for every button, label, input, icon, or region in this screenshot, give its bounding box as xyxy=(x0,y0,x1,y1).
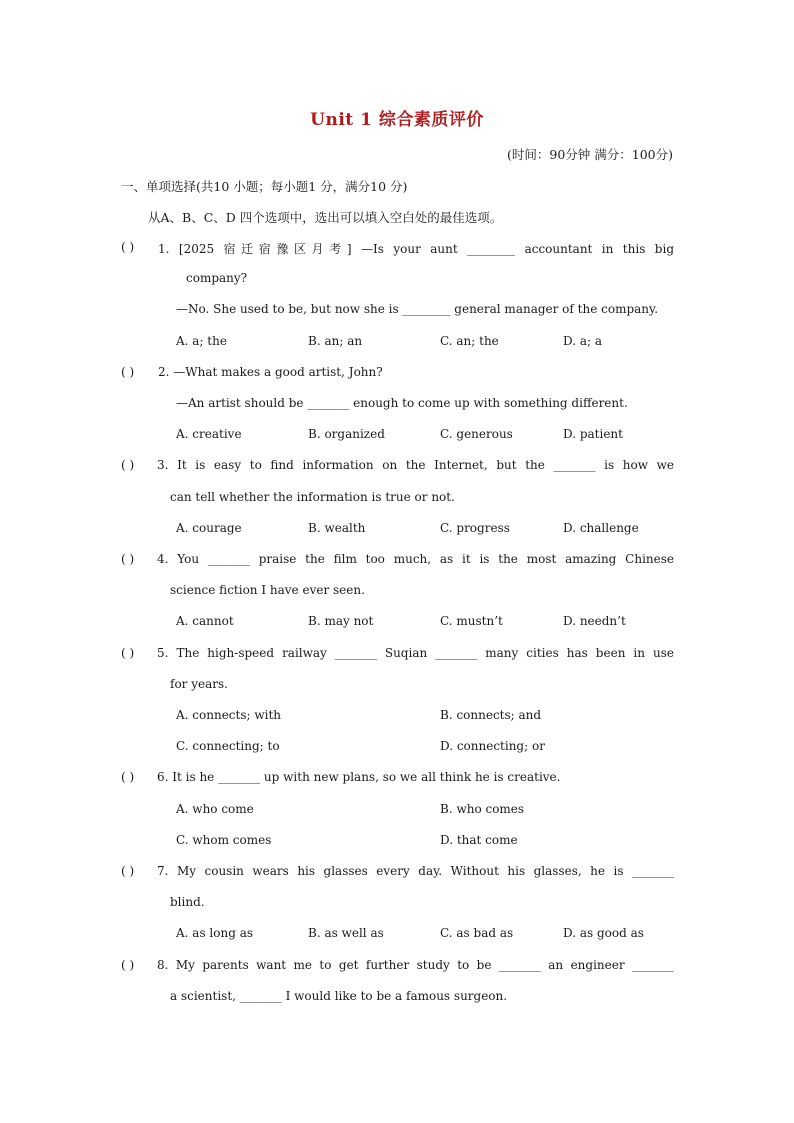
answer-blank[interactable]: ( ) xyxy=(121,240,135,254)
question-4-option-d[interactable]: D. needn’t xyxy=(563,614,626,628)
answer-blank[interactable]: ( ) xyxy=(121,958,135,972)
question-2-option-a[interactable]: A. creative xyxy=(176,427,242,441)
question-5-option-a[interactable]: A. connects; with xyxy=(176,708,282,722)
answer-blank[interactable]: ( ) xyxy=(121,458,135,472)
question-1-option-c[interactable]: C. an; the xyxy=(440,334,499,348)
time-score-note: (时间：90分钟 满分：100分) xyxy=(507,147,673,162)
question-3-option-b[interactable]: B. wealth xyxy=(308,521,366,535)
question-7-option-d[interactable]: D. as good as xyxy=(563,926,644,940)
answer-blank[interactable]: ( ) xyxy=(121,646,135,660)
question-1-option-a[interactable]: A. a; the xyxy=(176,334,227,348)
question-5-text: 5. The high-speed railway _______ Suqian _______ many cities has been in use xyxy=(157,646,674,660)
question-1-option-b[interactable]: B. an; an xyxy=(308,334,363,348)
answer-blank[interactable]: ( ) xyxy=(121,552,135,566)
question-6-option-b[interactable]: B. who comes xyxy=(440,802,525,816)
question-7-option-a[interactable]: A. as long as xyxy=(176,926,254,940)
question-8-line-2: a scientist, _______ I would like to be a famous surgeon. xyxy=(170,989,508,1003)
question-7-text: 7. My cousin wears his glasses every day. Without his glasses, he is _______ xyxy=(157,864,674,878)
section-heading: 一、单项选择(共10 小题；每小题1 分，满分10 分) xyxy=(121,179,408,194)
question-5-option-b[interactable]: B. connects; and xyxy=(440,708,542,722)
question-2-option-c[interactable]: C. generous xyxy=(440,427,513,441)
question-3-option-d[interactable]: D. challenge xyxy=(563,521,639,535)
question-3-line-2: can tell whether the information is true or not. xyxy=(170,490,455,504)
question-4-line-2: science fiction I have ever seen. xyxy=(170,583,365,597)
question-2-text: 2. —What makes a good artist, John? xyxy=(158,365,383,379)
section-instruction: 从A、B、C、D 四个选项中，选出可以填入空白处的最佳选项。 xyxy=(148,210,503,225)
question-5-line-2: for years. xyxy=(170,677,228,691)
question-4-option-c[interactable]: C. mustn’t xyxy=(440,614,503,628)
question-8-text: 8. My parents want me to get further study to be _______ an engineer _______ xyxy=(157,958,674,972)
question-4-option-b[interactable]: B. may not xyxy=(308,614,374,628)
question-7-option-c[interactable]: C. as bad as xyxy=(440,926,514,940)
question-1-option-d[interactable]: D. a; a xyxy=(563,334,602,348)
question-2-option-d[interactable]: D. patient xyxy=(563,427,623,441)
answer-blank[interactable]: ( ) xyxy=(121,864,135,878)
question-6-option-c[interactable]: C. whom comes xyxy=(176,833,272,847)
question-1-line-3: —No. She used to be, but now she is ________ general manager of the company. xyxy=(176,302,659,316)
question-6-option-a[interactable]: A. who come xyxy=(176,802,254,816)
question-5-option-d[interactable]: D. connecting; or xyxy=(440,739,545,753)
question-3-option-c[interactable]: C. progress xyxy=(440,521,510,535)
question-3-option-a[interactable]: A. courage xyxy=(176,521,242,535)
question-3-text: 3. It is easy to find information on the Internet, but the _______ is how we xyxy=(157,458,674,472)
question-1-line-2: company? xyxy=(186,271,248,285)
answer-blank[interactable]: ( ) xyxy=(121,365,135,379)
question-7-line-2: blind. xyxy=(170,895,205,909)
question-4-text: 4. You _______ praise the film too much, as it is the most amazing Chinese xyxy=(157,552,674,566)
question-5-option-c[interactable]: C. connecting; to xyxy=(176,739,280,753)
question-2-option-b[interactable]: B. organized xyxy=(308,427,385,441)
question-6-text: 6. It is he _______ up with new plans, so we all think he is creative. xyxy=(157,770,561,784)
question-6-option-d[interactable]: D. that come xyxy=(440,833,518,847)
question-1-text: 1. [2025 宿迁宿豫区月考] —Is your aunt ________ accountant in this big xyxy=(158,242,674,256)
page-title: Unit 1 综合素质评价 xyxy=(310,110,484,130)
question-4-option-a[interactable]: A. cannot xyxy=(176,614,234,628)
question-2-line-2: —An artist should be _______ enough to come up with something different. xyxy=(176,396,628,410)
question-7-option-b[interactable]: B. as well as xyxy=(308,926,384,940)
answer-blank[interactable]: ( ) xyxy=(121,770,135,784)
